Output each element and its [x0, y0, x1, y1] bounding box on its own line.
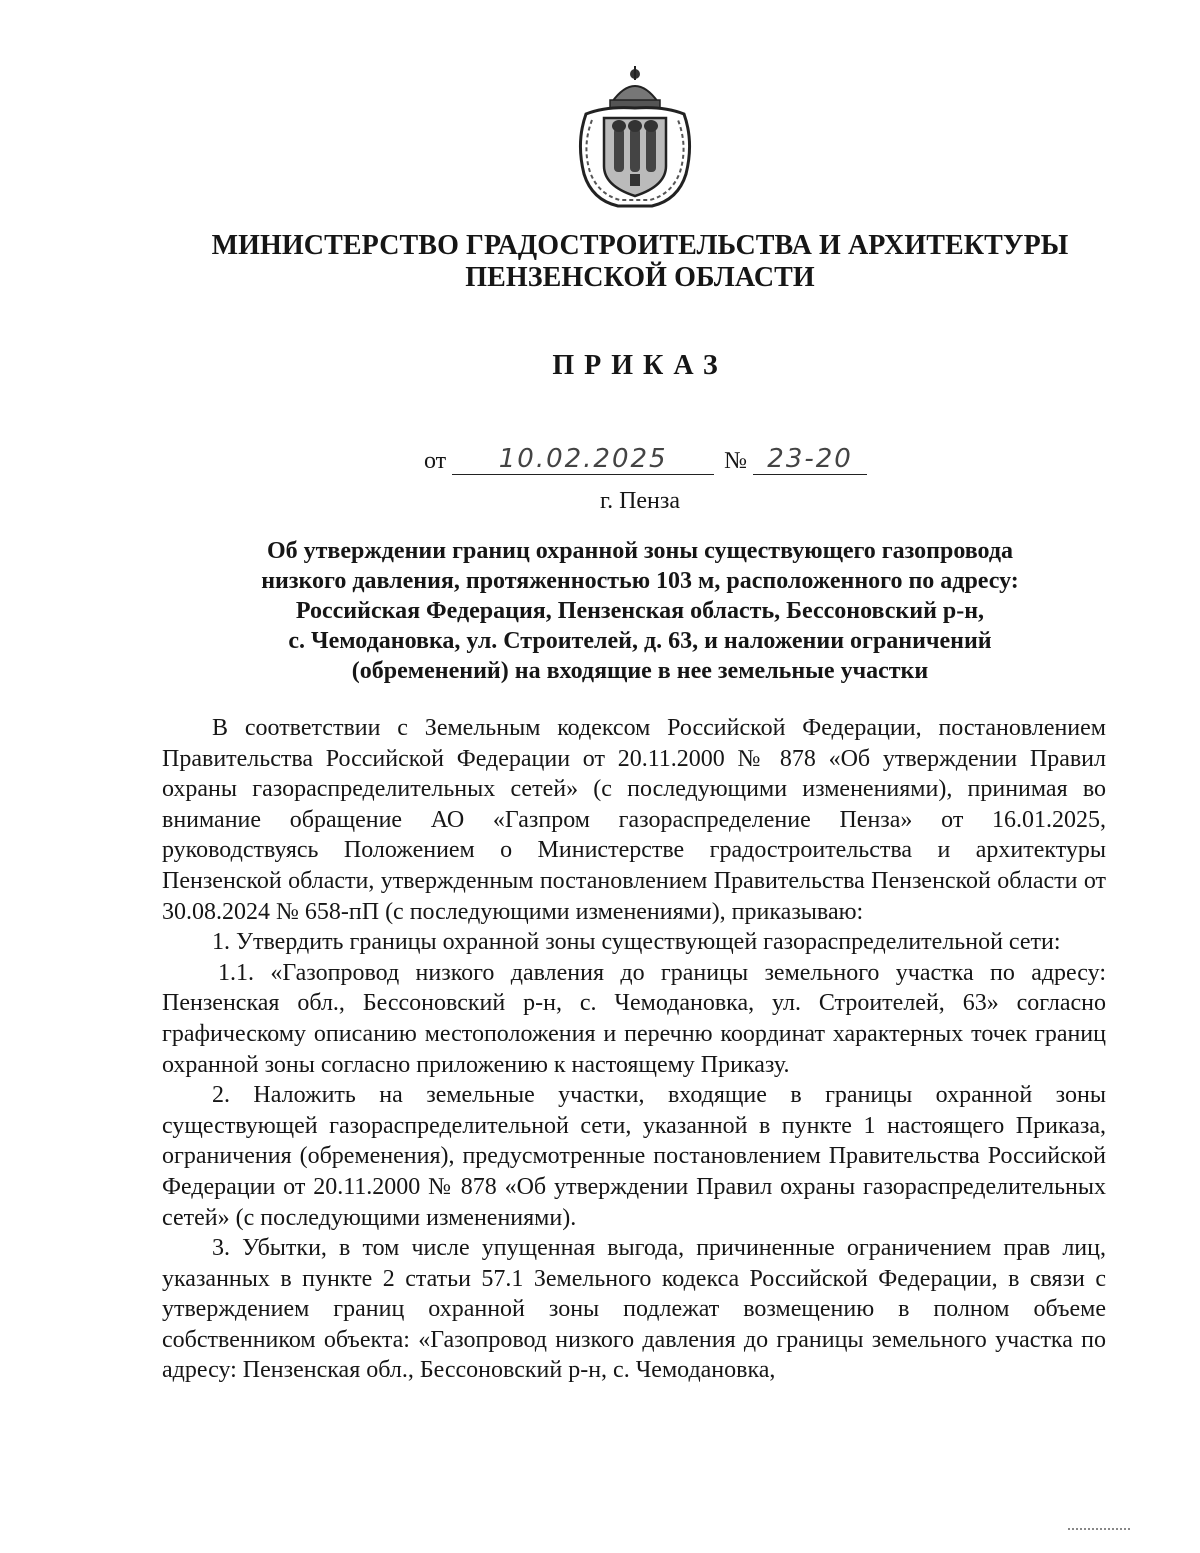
order-number: 23-20 [753, 444, 867, 475]
city: г. Пенза [599, 488, 681, 514]
document-type: ПРИКАЗ [552, 350, 728, 381]
item-1-1-paragraph: 1.1. «Газопровод низкого давления до границы земельного участка по адресу: Пензенская обл., Бессоновский р-н, с. Чемодановка, ул. Строителей, 63» согласно графическому описанию местоположения и перечню координат характерных точек границ охранной зоны согласно приложению к настоящему Приказу. [162, 959, 1106, 1078]
ministry-line-1: МИНИСТЕРСТВО ГРАДОСТРОИТЕЛЬСТВА И АРХИТЕКТУРЫ [211, 230, 1069, 261]
dateline [424, 444, 867, 475]
ministry-name [0, 230, 1200, 294]
subject-line: с. Чемодановка, ул. Строителей, д. 63, и наложении ограничений [288, 628, 992, 654]
subject-line: Российская Федерация, Пензенская область, Бессоновский р-н, [295, 598, 985, 624]
preamble-paragraph: В соответствии с Земельным кодексом Российской Федерации, постановлением Правительства Российской Федерации от 20.11.2000 № 878 «Об утверждении Правил охраны газораспределительных сетей» (с последующими изменениями), принимая во внимание обращение АО «Газпром газораспределение Пенза» от 16.01.2025, руководствуясь Положением о Министерстве градостроительства и архитектуры Пензенской области, утвержденным постановлением Правительства Пензенской области от 30.08.2024 № 658-пП (с последующими изменениями), приказываю: [162, 715, 1106, 925]
scan-artifact [1068, 1528, 1130, 1530]
order-date: 10.02.2025 [452, 444, 714, 475]
from-label: от [424, 448, 447, 474]
subject-heading [0, 536, 1200, 686]
ministry-line-2: ПЕНЗЕНСКОЙ ОБЛАСТИ [465, 262, 815, 293]
item-1-paragraph: 1. Утвердить границы охранной зоны существующей газораспределительной сети: [212, 929, 1061, 956]
document-body [162, 713, 1106, 1386]
subject-line: Об утверждении границ охранной зоны существующего газопровода [266, 538, 1014, 564]
number-label: № [724, 448, 748, 474]
subject-line: (обременений) на входящие в нее земельные участки [351, 658, 929, 684]
coat-of-arms-icon [572, 62, 698, 212]
subject-line: низкого давления, протяженностью 103 м, расположенного по адресу: [261, 568, 1019, 594]
item-3-paragraph: 3. Убытки, в том числе упущенная выгода, причиненные ограничением прав лиц, указанных в пункте 2 статьи 57.1 Земельного кодекса Российской Федерации, в связи с утверждением границ охранной зоны подлежат возмещению в полном объеме собственником объекта: «Газопровод низкого давления до границы земельного участка по адресу: Пензенская обл., Бессоновский р-н, с. Чемодановка, [162, 1235, 1106, 1384]
item-2-paragraph: 2. Наложить на земельные участки, входящие в границы охранной зоны существующей газораспределительной сети, указанной в пункте 1 настоящего Приказа, ограничения (обременения), предусмотренные постановлением Правительства Российской Федерации от 20.11.2000 № 878 «Об утверждении Правил охраны газораспределительных сетей» (с последующими изменениями). [162, 1082, 1106, 1231]
